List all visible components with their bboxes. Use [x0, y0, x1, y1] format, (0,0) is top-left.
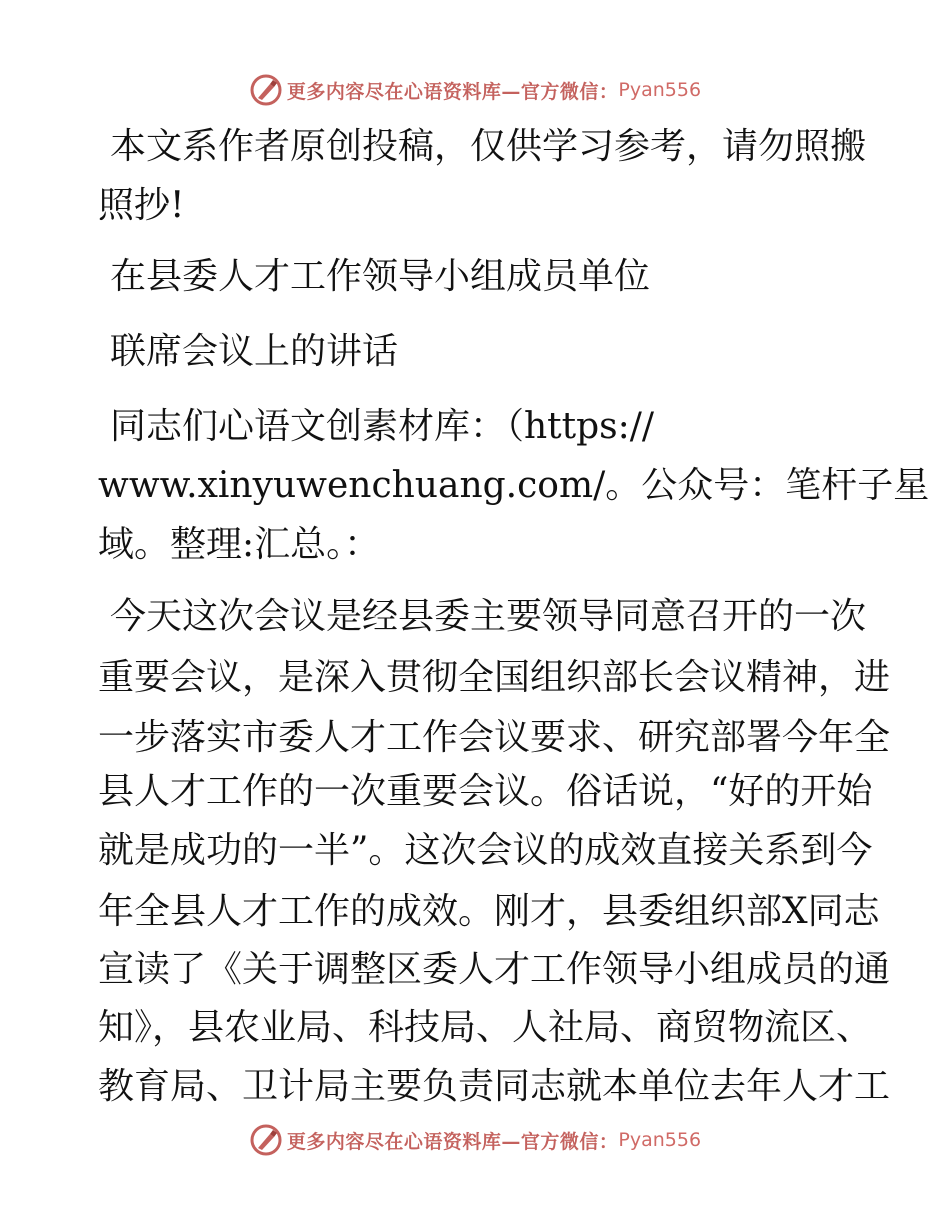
body-line: 在县委人才工作领导小组成员单位 — [110, 256, 651, 297]
banner-text: 更多内容尽在心语资料库—官方微信： — [286, 1130, 619, 1153]
body-line: 教育局、卫计局主要负责同志就本单位去年人才工 — [98, 1066, 891, 1107]
banner-wechat-id: Pyan556 — [618, 1129, 702, 1151]
body-line: 一步落实市委人才工作会议要求、研究部署今年全 — [98, 717, 891, 758]
body-line: 知》，县农业局、科技局、人社局、商贸物流区、 — [98, 1007, 873, 1048]
pen-logo-icon — [249, 1123, 283, 1157]
body-line: 县人才工作的一次重要会议。俗话说，“好的开始 — [98, 771, 873, 812]
body-line: 域。整理:汇总。： — [98, 524, 381, 565]
footer-banner — [0, 1120, 950, 1160]
banner-text: 更多内容尽在心语资料库—官方微信： — [286, 80, 619, 103]
body-line: 联席会议上的讲话 — [110, 331, 399, 372]
body-line: www.xinyuwenchuang.com/。公众号：笔杆子星 — [98, 465, 930, 506]
banner-wechat-id: Pyan556 — [618, 79, 702, 101]
body-line: 宣读了《关于调整区委人才工作领导小组成员的通 — [98, 949, 891, 990]
header-banner — [0, 70, 950, 110]
body-line: 重要会议，是深入贯彻全国组织部长会议精神，进 — [98, 657, 891, 698]
pen-logo-icon — [249, 73, 283, 107]
body-line: 照抄! — [98, 185, 185, 226]
body-line: 本文系作者原创投稿，仅供学习参考，请勿照搬 — [110, 126, 867, 167]
body-line: 就是成功的一半”。这次会议的成效直接关系到今 — [98, 830, 873, 871]
body-line: 今天这次会议是经县委主要领导同意召开的一次 — [110, 596, 867, 637]
body-line: 年全县人才工作的成效。刚才，县委组织部X同志 — [98, 891, 880, 932]
body-line: 同志们心语文创素材库：（https:// — [110, 406, 655, 447]
